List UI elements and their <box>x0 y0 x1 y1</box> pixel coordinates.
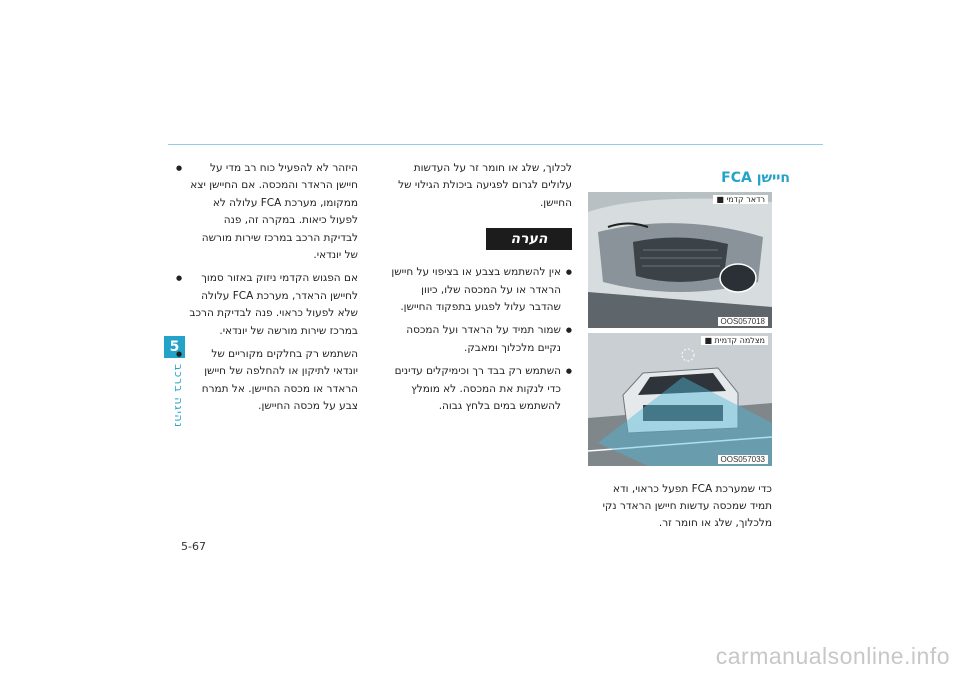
note-bullet-1: ● אין להשתמש בצבע או בציפוי על חיישן הראדר או על המכסה שלו, כיוון שהדבר עלול לפגוע בתפקוד החיישן. <box>390 264 572 316</box>
section-title: חיישן FCA <box>721 170 790 186</box>
car-front-radar-illustration <box>588 192 772 328</box>
figure-code-front-radar: OOS057018 <box>718 317 768 326</box>
note-bullet-2: ● שמור תמיד על הראדר ועל המכסה נקיים מלכלוך ומאבק. <box>390 322 572 357</box>
header-rule <box>168 144 823 145</box>
left-bullet-1: ● היזהר לא להפעיל כוח רב מדי על חיישן הראדר והמכסה. אם החיישן יצא ממקומו, מערכת FCA עלולה לא לפעול כיאות. במקרה זה, פנה לבדיקת הרכב במרכז שירות מורשה של יונדאי. <box>188 160 358 264</box>
watermark: carmanualsonline.info <box>715 643 950 669</box>
page-number: 5-67 <box>181 540 206 553</box>
left-bullet-3: ● השתמש רק בחלקים מקוריים של יונדאי לתיקון או להחלפה של חיישן הראדר או מכסה החיישן. אל תמרח צבע על מכסה החיישן. <box>188 346 358 416</box>
car-front-camera-illustration <box>588 333 772 466</box>
left-column <box>188 160 358 422</box>
note-heading: הערה <box>486 228 572 250</box>
middle-column <box>390 160 572 421</box>
note-bullet-3: ● השתמש רק בבד רך וכימיקלים עדינים כדי לנקות את המכסה. לא מומלץ להשתמש במים בלחץ גבוה. <box>390 363 572 415</box>
left-bullet-2: ● אם הפגוש הקדמי ניזוק באזור סמוך לחיישן הראדר, מערכת FCA עלולה שלא לפעול כראוי. פנה לבדיקת הרכב במרכז שירות מורשה של יונדאי. <box>188 270 358 340</box>
front-radar-figure <box>588 192 772 328</box>
figure-caption-front-radar: רדאר קדמי ■ <box>713 195 768 204</box>
figure-description: כדי שמערכת FCA תפעל כראוי, ודא תמיד שמכסה עדשות חיישן הראדר נקי מלכלוך, שלג או חומר זר. <box>602 483 772 529</box>
figure-code-front-camera: OOS057033 <box>718 455 768 464</box>
chapter-label: נהיגה ברכב <box>172 364 185 429</box>
front-camera-figure <box>588 333 772 466</box>
chapter-number-tab: 5 <box>164 336 185 358</box>
intro-paragraph: לכלוך, שלג או חומר זר על העדשות עלולים לגרום לפגיעה ביכולת הגילוי של החיישן. <box>398 162 572 209</box>
figure-caption-front-camera: מצלמה קדמית ■ <box>701 336 768 345</box>
